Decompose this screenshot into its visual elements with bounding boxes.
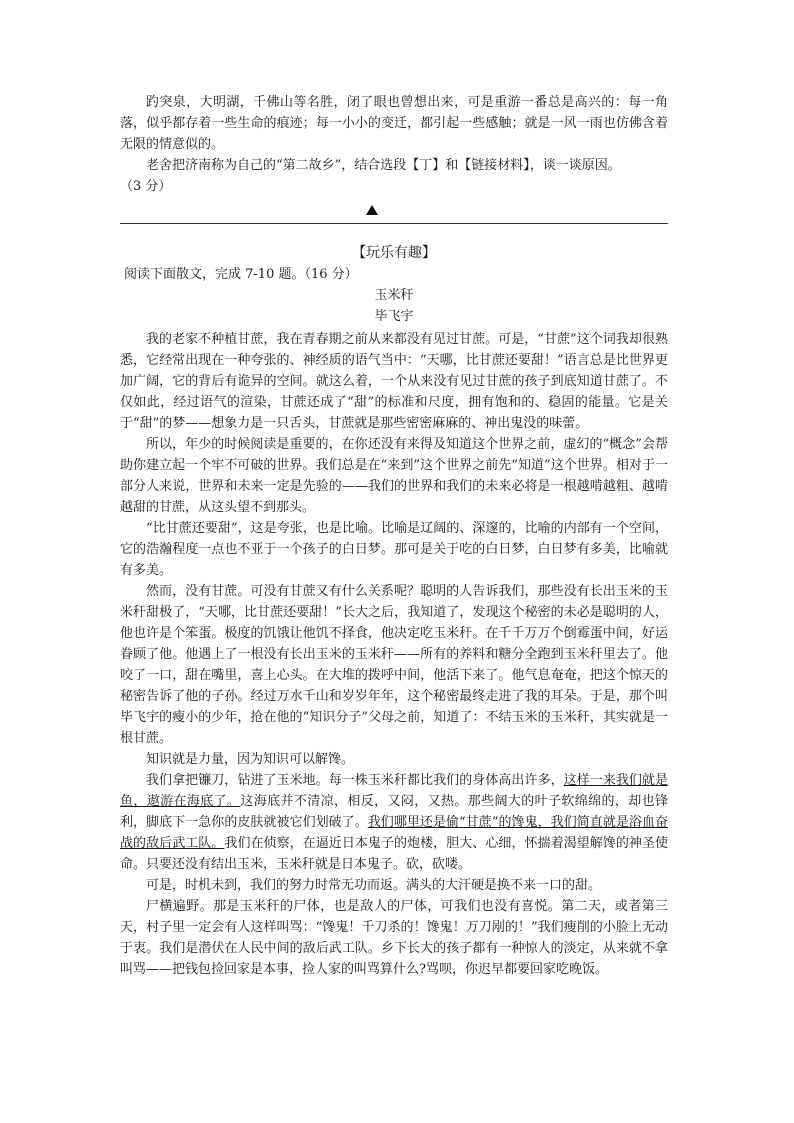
answer-line[interactable] (120, 199, 668, 224)
essay-paragraph: 然而，没有甘蔗。可没有甘蔗又有什么关系呢？聪明的人告诉我们，那些没有长出玉米的玉米秆甜极了，“天哪，比甘蔗还要甜！”长大之后，我知道了，发现这个秘密的未必是聪明的人，他也许是个笨蛋。极度的饥饿让他饥不择食，他决定吃玉米秆。在千千万万个倒霉蛋中间，好运眷顾了他。他遇上了一根没有长出玉米的玉米秆——所有的养料和糖分全跑到玉米秆里去了。他咬了一口，甜在嘴里，喜上心头。在大堆的拨呼中间，他活下来了。他气息奄奄，把这个惊天的秘密告诉了他的子孙。经过万水千山和岁岁年年，这个秘密最终走进了我的耳朵。于是，那个叫毕飞宇的瘦小的少年，抢在他的“知识分子”父母之前，知道了：不结玉米的玉米秆，其实就是一根甘蔗。 (120, 584, 668, 746)
passage-paragraph: 趵突泉，大明湖，千佛山等名胜，闭了眼也曾想出来，可是重游一番总是高兴的：每一角落，似乎都存着一些生命的痕迹；每一小小的变迁，都引起一些感触；就是一风一雨也仿佛含着无限的情意似的。 (120, 95, 668, 152)
question-score: （3 分） (120, 179, 172, 194)
essay-text: 我们在侦察，在逼近日本鬼子的炮楼，胆大、心细，怀揣着渴望解馋的神圣使命。只要还没有结出玉米，玉米秆就是日本鬼子。砍，砍喽。 (120, 836, 668, 872)
document-page (120, 92, 668, 980)
underlined-sentence-2: 我们哪里还是偷“甘蔗”的馋鬼，我们简直就是浴血奋战的敌后武工队。 (120, 815, 668, 851)
essay-author: 毕飞宇 (374, 309, 414, 324)
essay-paragraph: 所以，年少的时候阅读是重要的，在你还没有来得及知道这个世界之前，虚幻的“概念”会帮助你建立起一个牢不可破的世界。我们总是在“来到”这个世界之前先“知道”这个世界。相对于一部分人来说，世界和未来一定是先验的——我们的世界和我们的未来必将是一根越啃越粗、越啃越甜的甘蔗，从这头望不到那头。 (120, 437, 668, 515)
essay-text: 这海底并不清凉，相反，又闷，又热。那些阔大的叶子软绵绵的，却也锋利，脚底下一急你的皮肤就被它们划破了。 (120, 794, 668, 830)
underlined-sentence-1: 这样一来我们就是鱼，遨游在海底了。 (120, 773, 668, 809)
reading-instruction: 阅读下面散文，完成 7-10 题。（16 分） (124, 267, 358, 282)
essay-paragraph: 尸横遍野。那是玉米秆的尸体，也是敌人的尸体，可我们也没有喜悦。第二天，或者第三天，村子里一定会有人这样叫骂：“馋鬼！千刀杀的！馋鬼！万刀剐的！”我们瘦削的小脸上无动于衷。我们是潜伏在人民中间的敌后武工队。乡下长大的孩子都有一种惊人的淡定，从来就不拿叫骂——把钱包捡回家是本事，捡人家的叫骂算什么?骂呗，你迟早都要回家吃晚饭。 (120, 899, 668, 977)
essay-paragraph: 可是，时机未到，我们的努力时常无功而返。满头的大汗硬是换不来一口的甜。 (146, 878, 602, 893)
essay-title: 玉米秆 (374, 288, 414, 303)
essay-paragraph (120, 770, 668, 875)
essay-paragraph: 我的老家不种植甘蔗，我在青春期之前从来都没有见过甘蔗。可是，“甘蔗”这个词我却很熟悉，它经常出现在一种夸张的、神经质的语气当中：“天哪，比甘蔗还要甜！”语言总是比世界更加广阔，它的背后有诡异的空间。就这么着，一个从来没有见过甘蔗的孩子到底知道甘蔗了。不仅如此，经过语气的渲染，甘蔗还成了“甜”的标准和尺度，拥有饱和的、稳固的能量。它是关于“甜”的梦——想象力是一只舌头，甘蔗就是那些密密麻麻的、神出鬼没的味蕾。 (120, 332, 668, 431)
question-text: 老舍把济南称为自己的“第二故乡”，结合选段【丁】和【链接材料】，谈一谈原因。 (146, 158, 621, 173)
triangle-marker-icon (366, 205, 378, 215)
essay-body (120, 329, 668, 980)
essay-paragraph: 知识就是力量，因为知识可以解馋。 (146, 752, 355, 767)
section-title: 【玩乐有趣】 (352, 245, 436, 261)
essay-text: 我们拿把镰刀，钻进了玉米地。每一株玉米秆都比我们的身体高出许多， (146, 773, 564, 788)
essay-paragraph: “比甘蔗还要甜”，这是夸张，也是比喻。比喻是辽阔的、深邃的，比喻的内部有一个空间，它的浩瀚程度一点也不亚于一个孩子的白日梦。那可是关于吃的白日梦，白日梦有多美，比喻就有多美。 (120, 521, 668, 578)
